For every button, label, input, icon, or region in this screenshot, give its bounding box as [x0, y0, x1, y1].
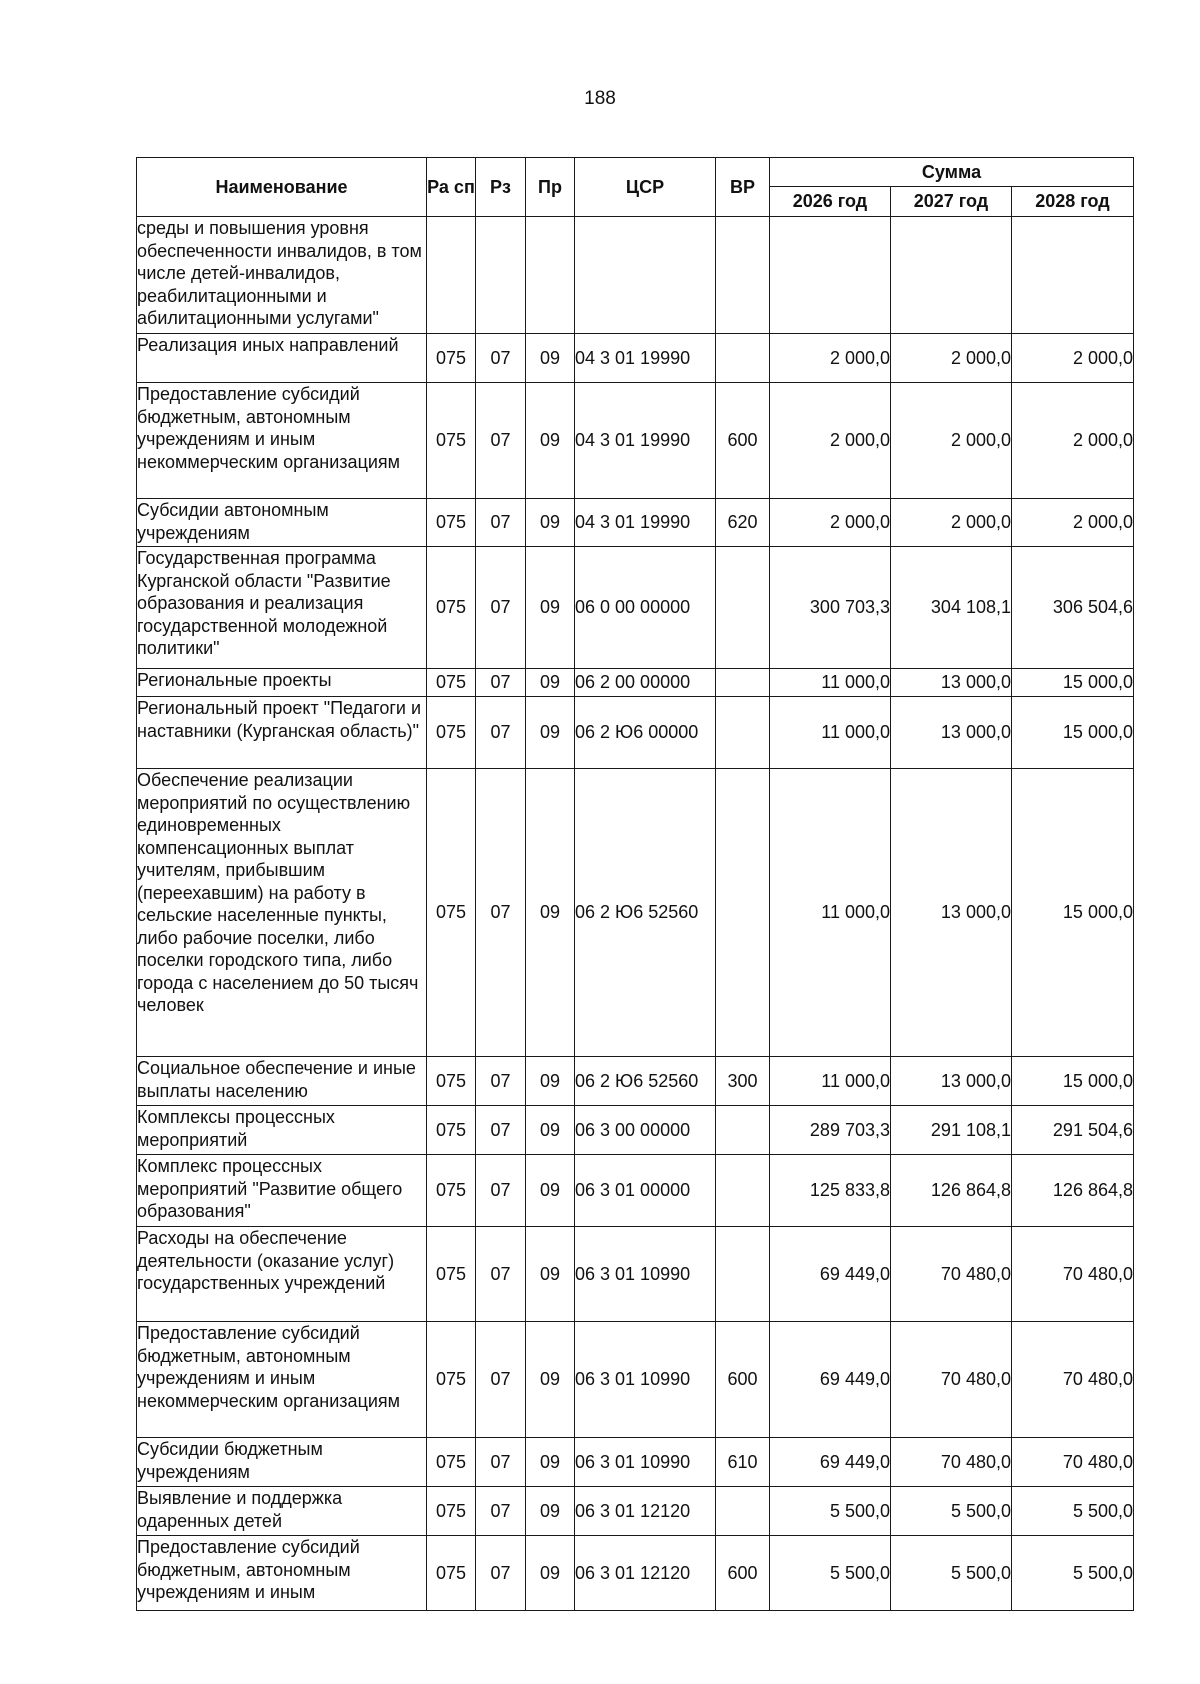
row-amount-2026: 69 449,0 [770, 1438, 891, 1487]
row-name: Субсидии бюджетным учреждениям [137, 1438, 427, 1487]
table-row [137, 1438, 1134, 1487]
row-pr: 09 [526, 1155, 575, 1227]
row-pr: 09 [526, 1487, 575, 1536]
row-vr [716, 669, 770, 697]
row-vr [716, 547, 770, 669]
row-vr [716, 697, 770, 769]
row-rasp: 075 [427, 1057, 476, 1106]
row-name: Реализация иных направлений [137, 334, 427, 383]
row-rasp: 075 [427, 1322, 476, 1438]
row-amount-2027: 70 480,0 [891, 1438, 1012, 1487]
row-amount-2026: 125 833,8 [770, 1155, 891, 1227]
header-vr: ВР [716, 158, 770, 217]
row-amount-2026: 11 000,0 [770, 697, 891, 769]
table-row [137, 1227, 1134, 1322]
row-amount-2027: 2 000,0 [891, 499, 1012, 547]
header-name: Наименование [137, 158, 427, 217]
row-pr: 09 [526, 669, 575, 697]
row-amount-2027: 13 000,0 [891, 669, 1012, 697]
row-amount-2028: 15 000,0 [1012, 769, 1134, 1057]
row-rasp: 075 [427, 334, 476, 383]
row-name: среды и повышения уровня обеспеченности инвалидов, в том числе детей-инвалидов, реабилитационными и абилитационными услугами" [137, 217, 427, 334]
row-rz: 07 [476, 697, 526, 769]
row-amount-2026 [770, 217, 891, 334]
row-csr: 04 3 01 19990 [575, 499, 716, 547]
row-csr: 06 3 01 10990 [575, 1322, 716, 1438]
row-amount-2028: 15 000,0 [1012, 1057, 1134, 1106]
row-name: Предоставление субсидий бюджетным, автономным учреждениям и иным некоммерческим организациям [137, 383, 427, 499]
row-rz: 07 [476, 334, 526, 383]
row-amount-2027: 304 108,1 [891, 547, 1012, 669]
row-amount-2027: 2 000,0 [891, 334, 1012, 383]
row-amount-2026: 69 449,0 [770, 1322, 891, 1438]
row-amount-2027: 70 480,0 [891, 1227, 1012, 1322]
row-amount-2026: 11 000,0 [770, 769, 891, 1057]
page-number: 188 [584, 88, 616, 109]
row-name: Региональные проекты [137, 669, 427, 697]
row-rasp: 075 [427, 383, 476, 499]
row-csr: 06 2 00 00000 [575, 669, 716, 697]
row-amount-2028 [1012, 217, 1134, 334]
table-row [137, 547, 1134, 669]
row-pr: 09 [526, 334, 575, 383]
row-pr: 09 [526, 1057, 575, 1106]
row-amount-2028: 291 504,6 [1012, 1106, 1134, 1155]
row-name: Субсидии автономным учреждениям [137, 499, 427, 547]
header-sum: Сумма [770, 158, 1134, 187]
row-name: Расходы на обеспечение деятельности (оказание услуг) государственных учреждений [137, 1227, 427, 1322]
row-amount-2026: 300 703,3 [770, 547, 891, 669]
row-rasp: 075 [427, 769, 476, 1057]
row-rz: 07 [476, 769, 526, 1057]
row-csr: 06 3 01 12120 [575, 1487, 716, 1536]
row-vr [716, 1155, 770, 1227]
row-pr: 09 [526, 1322, 575, 1438]
table-row [137, 669, 1134, 697]
row-amount-2028: 70 480,0 [1012, 1322, 1134, 1438]
row-rz: 07 [476, 1536, 526, 1611]
row-csr: 06 2 Ю6 52560 [575, 1057, 716, 1106]
row-amount-2028: 15 000,0 [1012, 669, 1134, 697]
budget-table [136, 157, 1134, 1611]
row-csr: 06 3 01 00000 [575, 1155, 716, 1227]
row-amount-2026: 289 703,3 [770, 1106, 891, 1155]
row-name: Комплексы процессных мероприятий [137, 1106, 427, 1155]
row-vr: 300 [716, 1057, 770, 1106]
row-pr: 09 [526, 547, 575, 669]
table-row [137, 1057, 1134, 1106]
row-csr: 06 3 01 10990 [575, 1227, 716, 1322]
row-rasp: 075 [427, 1487, 476, 1536]
table-row [137, 217, 1134, 334]
table-row [137, 499, 1134, 547]
row-rz: 07 [476, 1155, 526, 1227]
row-pr [526, 217, 575, 334]
row-rasp: 075 [427, 1438, 476, 1487]
row-csr: 06 2 Ю6 00000 [575, 697, 716, 769]
row-pr: 09 [526, 383, 575, 499]
row-name: Предоставление субсидий бюджетным, автономным учреждениям и иным [137, 1536, 427, 1611]
row-amount-2027 [891, 217, 1012, 334]
row-rz: 07 [476, 1487, 526, 1536]
table-row [137, 769, 1134, 1057]
row-pr: 09 [526, 1536, 575, 1611]
row-amount-2027: 5 500,0 [891, 1487, 1012, 1536]
row-rasp: 075 [427, 1155, 476, 1227]
row-vr [716, 769, 770, 1057]
row-csr [575, 217, 716, 334]
row-amount-2026: 5 500,0 [770, 1536, 891, 1611]
row-name: Выявление и поддержка одаренных детей [137, 1487, 427, 1536]
table-row [137, 697, 1134, 769]
row-amount-2027: 5 500,0 [891, 1536, 1012, 1611]
row-amount-2027: 70 480,0 [891, 1322, 1012, 1438]
table-body [137, 217, 1134, 1611]
row-amount-2026: 2 000,0 [770, 334, 891, 383]
row-rz: 07 [476, 1106, 526, 1155]
row-amount-2028: 126 864,8 [1012, 1155, 1134, 1227]
row-name: Региональный проект "Педагоги и наставники (Курганская область)" [137, 697, 427, 769]
row-name: Социальное обеспечение и иные выплаты населению [137, 1057, 427, 1106]
row-name: Комплекс процессных мероприятий "Развитие общего образования" [137, 1155, 427, 1227]
row-rasp: 075 [427, 547, 476, 669]
table-row [137, 1487, 1134, 1536]
table-row [137, 334, 1134, 383]
row-pr: 09 [526, 769, 575, 1057]
row-rz: 07 [476, 383, 526, 499]
row-amount-2026: 2 000,0 [770, 383, 891, 499]
row-vr [716, 217, 770, 334]
row-rz: 07 [476, 1227, 526, 1322]
row-rz: 07 [476, 669, 526, 697]
row-csr: 06 3 00 00000 [575, 1106, 716, 1155]
row-vr [716, 1227, 770, 1322]
row-csr: 06 3 01 12120 [575, 1536, 716, 1611]
row-rasp: 075 [427, 1227, 476, 1322]
row-vr [716, 1487, 770, 1536]
row-amount-2027: 13 000,0 [891, 769, 1012, 1057]
row-rz: 07 [476, 1438, 526, 1487]
row-csr: 06 3 01 10990 [575, 1438, 716, 1487]
header-csr: ЦСР [575, 158, 716, 217]
header-pr: Пр [526, 158, 575, 217]
row-vr [716, 1106, 770, 1155]
row-amount-2026: 5 500,0 [770, 1487, 891, 1536]
row-csr: 04 3 01 19990 [575, 383, 716, 499]
table-row [137, 1155, 1134, 1227]
row-amount-2028: 5 500,0 [1012, 1536, 1134, 1611]
row-amount-2026: 11 000,0 [770, 1057, 891, 1106]
row-pr: 09 [526, 697, 575, 769]
row-amount-2028: 5 500,0 [1012, 1487, 1134, 1536]
row-amount-2028: 306 504,6 [1012, 547, 1134, 669]
header-year-2027: 2027 год [891, 187, 1012, 217]
row-rasp [427, 217, 476, 334]
row-rz: 07 [476, 499, 526, 547]
row-vr: 610 [716, 1438, 770, 1487]
row-name: Предоставление субсидий бюджетным, автономным учреждениям и иным некоммерческим организациям [137, 1322, 427, 1438]
row-rz: 07 [476, 1057, 526, 1106]
row-amount-2028: 70 480,0 [1012, 1227, 1134, 1322]
header-year-2028: 2028 год [1012, 187, 1134, 217]
row-amount-2028: 2 000,0 [1012, 383, 1134, 499]
row-rasp: 075 [427, 1536, 476, 1611]
row-amount-2028: 15 000,0 [1012, 697, 1134, 769]
row-amount-2027: 13 000,0 [891, 1057, 1012, 1106]
row-csr: 06 2 Ю6 52560 [575, 769, 716, 1057]
row-amount-2026: 11 000,0 [770, 669, 891, 697]
row-vr: 600 [716, 383, 770, 499]
row-vr [716, 334, 770, 383]
table-row [137, 383, 1134, 499]
row-vr: 600 [716, 1536, 770, 1611]
row-csr: 06 0 00 00000 [575, 547, 716, 669]
row-vr: 620 [716, 499, 770, 547]
row-name: Обеспечение реализации мероприятий по осуществлению единовременных компенсационных выплат учителям, прибывшим (переехавшим) на работу в сельские населенные пункты, либо рабочие поселки, либо поселки городского типа, либо города с населением до 50 тысяч человек [137, 769, 427, 1057]
header-rz: Рз [476, 158, 526, 217]
table-row [137, 1322, 1134, 1438]
row-amount-2026: 2 000,0 [770, 499, 891, 547]
row-rasp: 075 [427, 669, 476, 697]
row-csr: 04 3 01 19990 [575, 334, 716, 383]
row-amount-2027: 13 000,0 [891, 697, 1012, 769]
row-pr: 09 [526, 499, 575, 547]
row-vr: 600 [716, 1322, 770, 1438]
row-amount-2028: 70 480,0 [1012, 1438, 1134, 1487]
header-year-2026: 2026 год [770, 187, 891, 217]
row-rasp: 075 [427, 697, 476, 769]
row-amount-2026: 69 449,0 [770, 1227, 891, 1322]
row-rz [476, 217, 526, 334]
row-rasp: 075 [427, 499, 476, 547]
table-row [137, 1536, 1134, 1611]
row-amount-2027: 291 108,1 [891, 1106, 1012, 1155]
row-pr: 09 [526, 1106, 575, 1155]
row-amount-2028: 2 000,0 [1012, 334, 1134, 383]
table-row [137, 1106, 1134, 1155]
row-rasp: 075 [427, 1106, 476, 1155]
row-name: Государственная программа Курганской области "Развитие образования и реализация государственной молодежной политики" [137, 547, 427, 669]
row-pr: 09 [526, 1227, 575, 1322]
row-rz: 07 [476, 1322, 526, 1438]
row-amount-2027: 126 864,8 [891, 1155, 1012, 1227]
row-amount-2027: 2 000,0 [891, 383, 1012, 499]
header-rasp: Ра сп [427, 158, 476, 217]
row-amount-2028: 2 000,0 [1012, 499, 1134, 547]
row-rz: 07 [476, 547, 526, 669]
row-pr: 09 [526, 1438, 575, 1487]
